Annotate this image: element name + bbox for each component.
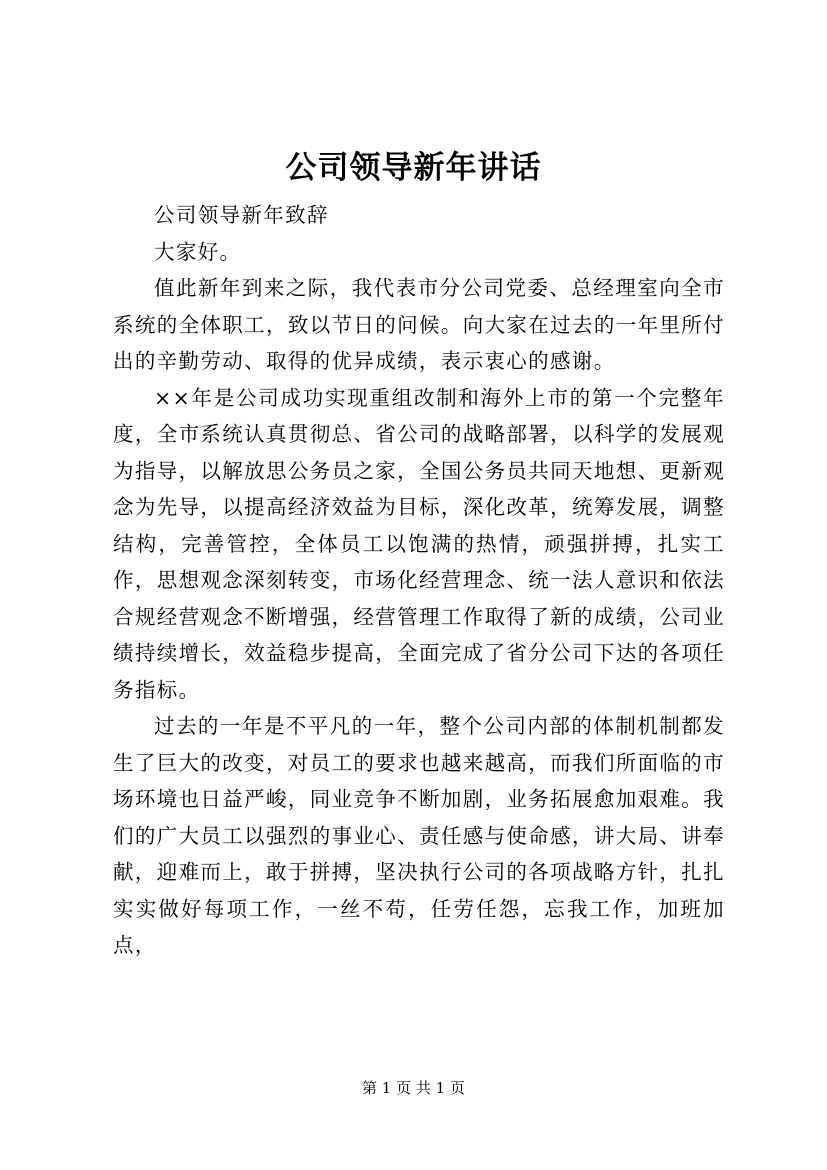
page-footer: 第 1 页 共 1 页 (362, 1079, 465, 1097)
paragraph-subtitle: 公司领导新年致辞 (154, 203, 329, 227)
paragraph-greeting: 大家好。 (154, 239, 242, 264)
paragraph: ××年是公司成功实现重组改制和海外上市的第一个完整年度，全市系统认真贯彻总、省公司的战略部署，以科学的发展观为指导，以解放思公务员之家，全国公务员共同天地想、更新观念为先导，以提高经济效益为目标，深化改革，统筹发展，调整结构，完善管控，全体员工以饱满的热情，顽强拼搏，扎实工作，思想观念深刻转变，市场化经营理念、统一法人意识和依法合规经营观念不断增强，经营管理工作取得了新的成绩，公司业绩持续增长，效益稳步提高，全面完成了省分公司下达的各项任务指标。 (113, 385, 725, 702)
paragraph: 值此新年到来之际，我代表市分公司党委、总经理室向全市系统的全体职工，致以节日的问候。向大家在过去的一年里所付出的辛勤劳动、取得的优异成绩，表示衷心的感谢。 (113, 276, 725, 373)
paragraph: 过去的一年是不平凡的一年，整个公司内部的体制机制都发生了巨大的改变，对员工的要求也越来越高，而我们所面临的市场环境也日益严峻，同业竞争不断加剧，业务拓展愈加艰难。我们的广大员工以强烈的事业心、责任感与使命感，讲大局、讲奉献，迎难而上，敢于拼搏，坚决执行公司的各项战略方针，扎扎实实做好每项工作，一丝不苟，任劳任怨，忘我工作，加班加点， (113, 714, 725, 957)
document-body (113, 197, 725, 964)
document-title: 公司领导新年讲话 (285, 150, 542, 186)
